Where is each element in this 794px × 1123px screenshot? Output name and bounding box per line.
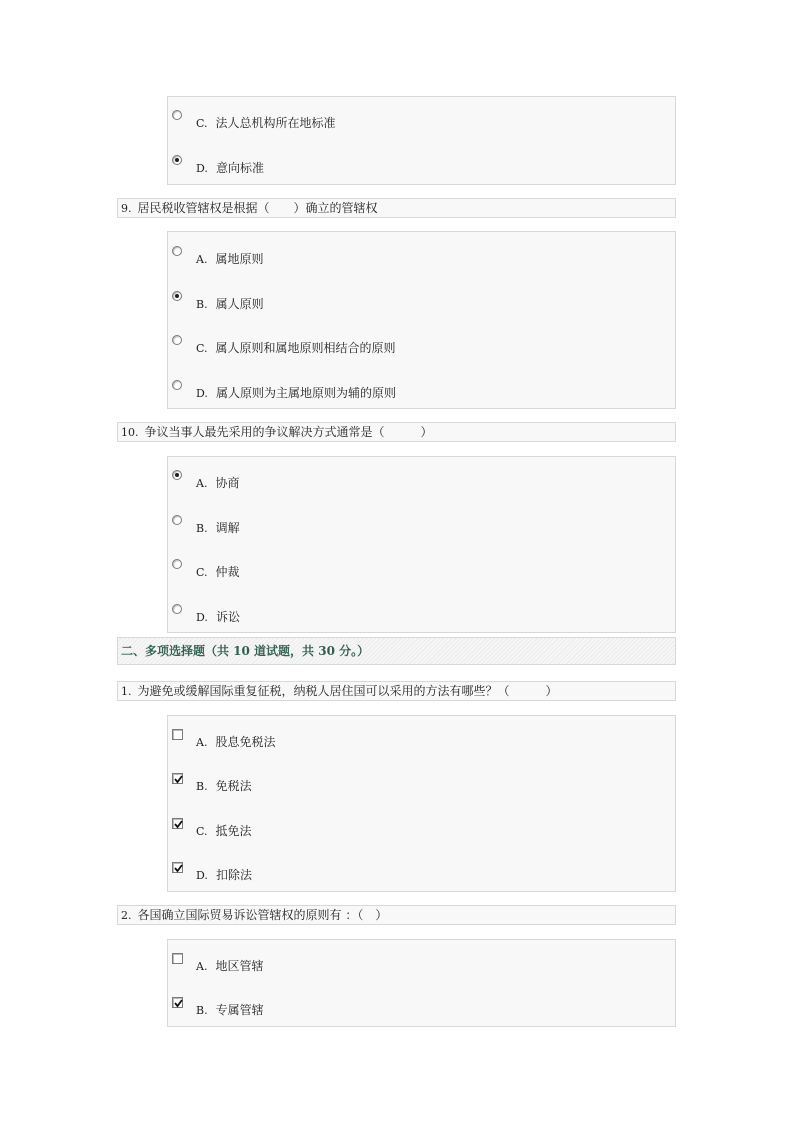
option-label: D. 诉讼	[196, 610, 240, 624]
option-label: A. 协商	[196, 476, 240, 490]
option-9b[interactable]	[170, 291, 650, 313]
checkmark-icon	[173, 998, 184, 1009]
question-m1-title: 1. 为避免或缓解国际重复征税，纳税人居住国可以采用的方法有哪些？（ ）	[117, 681, 676, 701]
option-label: B. 属人原则	[196, 297, 264, 311]
option-label: B. 免税法	[196, 779, 252, 793]
option-10c[interactable]	[170, 559, 650, 581]
option-label: B. 调解	[196, 521, 240, 535]
radio-button[interactable]	[172, 110, 182, 120]
radio-button[interactable]	[172, 604, 182, 614]
option-label: A. 股息免税法	[196, 735, 276, 749]
radio-button[interactable]	[172, 246, 182, 256]
option-label: C. 仲裁	[196, 565, 240, 579]
question-10-options	[167, 456, 676, 633]
radio-button[interactable]	[172, 515, 182, 525]
option-8d[interactable]	[170, 155, 650, 177]
option-label: A. 属地原则	[196, 252, 264, 266]
question-9-options	[167, 231, 676, 409]
option-m1c[interactable]	[170, 818, 650, 840]
option-10b[interactable]	[170, 515, 650, 537]
question-m2-options	[167, 939, 676, 1027]
option-label: C. 法人总机构所在地标准	[196, 116, 336, 130]
question-10-title: 10. 争议当事人最先采用的争议解决方式通常是（ ）	[117, 422, 676, 442]
section-title: 二、多项选择题（共 10 道试题，共 30 分。）	[121, 644, 370, 658]
radio-button-selected[interactable]	[172, 155, 182, 165]
section-header-multiple-choice	[117, 637, 676, 665]
option-9c[interactable]	[170, 335, 650, 357]
option-label: C. 属人原则和属地原则相结合的原则	[196, 341, 396, 355]
option-9d[interactable]	[170, 380, 650, 402]
checkbox[interactable]	[172, 953, 183, 964]
option-m1d[interactable]	[170, 862, 650, 884]
option-label: D. 意向标准	[196, 161, 264, 175]
checkmark-icon	[173, 774, 184, 785]
option-m2b[interactable]	[170, 997, 650, 1019]
radio-button[interactable]	[172, 335, 182, 345]
option-label: B. 专属管辖	[196, 1003, 264, 1017]
option-m1b[interactable]	[170, 773, 650, 795]
option-10a[interactable]	[170, 470, 650, 492]
question-m1-options	[167, 715, 676, 892]
question-m2-title: 2. 各国确立国际贸易诉讼管辖权的原则有 ：（ ）	[117, 905, 676, 925]
radio-button[interactable]	[172, 380, 182, 390]
question-8-options	[167, 96, 676, 185]
option-label: D. 属人原则为主属地原则为辅的原则	[196, 386, 396, 400]
option-label: D. 扣除法	[196, 868, 252, 882]
radio-button-selected[interactable]	[172, 470, 182, 480]
option-label: C. 抵免法	[196, 824, 252, 838]
option-m2a[interactable]	[170, 953, 650, 975]
option-10d[interactable]	[170, 604, 650, 626]
checkbox-checked[interactable]	[172, 862, 183, 873]
checkbox-checked[interactable]	[172, 818, 183, 829]
checkbox[interactable]	[172, 729, 183, 740]
radio-button-selected[interactable]	[172, 291, 182, 301]
question-9-title: 9. 居民税收管辖权是根据（ ）确立的管辖权	[117, 198, 676, 218]
option-9a[interactable]	[170, 246, 650, 268]
option-8c[interactable]	[170, 110, 650, 132]
checkmark-icon	[173, 863, 184, 874]
checkbox-checked[interactable]	[172, 997, 183, 1008]
option-m1a[interactable]	[170, 729, 650, 751]
checkmark-icon	[173, 819, 184, 830]
checkbox-checked[interactable]	[172, 773, 183, 784]
option-label: A. 地区管辖	[196, 959, 264, 973]
radio-button[interactable]	[172, 559, 182, 569]
